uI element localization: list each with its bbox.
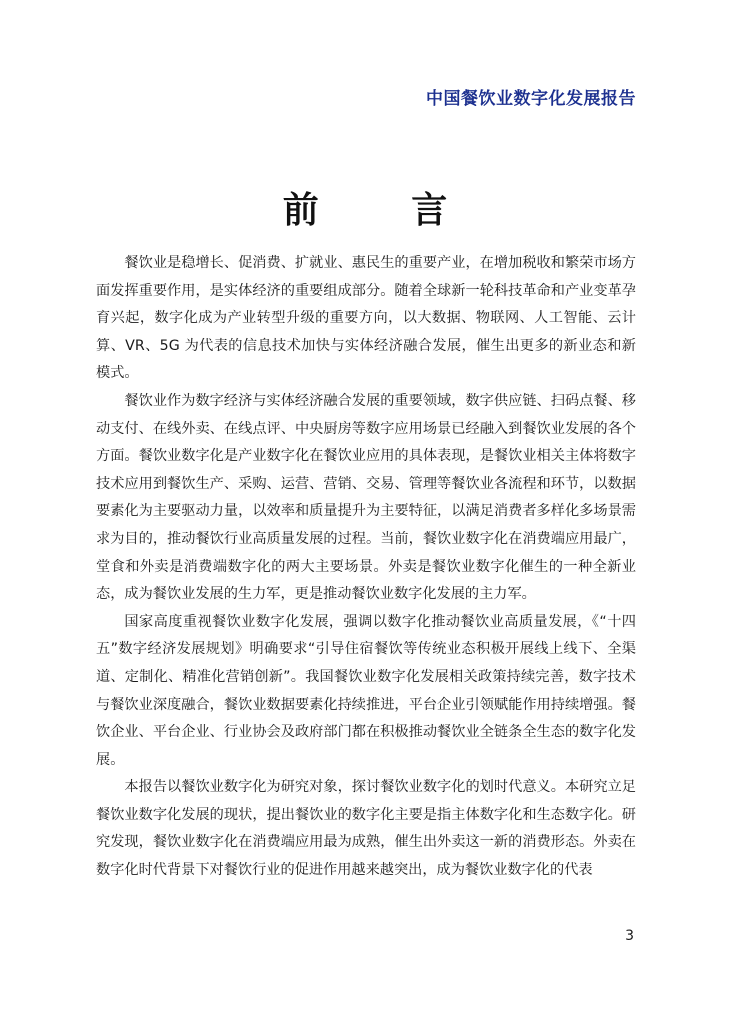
report-header-title: 中国餐饮业数字化发展报告 — [426, 89, 636, 109]
preface-body — [96, 250, 636, 885]
page-number: 3 — [625, 928, 634, 944]
paragraph: 本报告以餐饮业数字化为研究对象，探讨餐饮业数字化的划时代意义。本研究立足餐饮业数字化发展的现状，提出餐饮业的数字化主要是指主体数字化和生态数字化。研究发现，餐饮业数字化在消费端应用最为成熟，催生出外卖这一新的消费形态。外卖在数字化时代背景下对餐饮行业的促进作用越来越突出，成为餐饮业数字化的代表 — [96, 779, 636, 879]
page-title: 前 言 — [282, 189, 488, 231]
paragraph: 餐饮业是稳增长、促消费、扩就业、惠民生的重要产业，在增加税收和繁荣市场方面发挥重要作用，是实体经济的重要组成部分。随着全球新一轮科技革命和产业变革孕育兴起，数字化成为产业转型升级的重要方向，以大数据、物联网、人工智能、云计算、VR、5G 为代表的信息技术加快与实体经济融合发展，催生出更多的新业态和新模式。 — [96, 255, 636, 382]
paragraph: 国家高度重视餐饮业数字化发展，强调以数字化推动餐饮业高质量发展，《“十四五”数字经济发展规划》明确要求“引导住宿餐饮等传统业态积极开展线上线下、全渠道、定制化、精准化营销创新”。我国餐饮业数字化发展相关政策持续完善，数字技术与餐饮业深度融合，餐饮业数据要素化持续推进，平台企业引领赋能作用持续增强。餐饮企业、平台企业、行业协会及政府部门都在积极推动餐饮业全链条全生态的数字化发展。 — [96, 613, 636, 768]
paragraph: 餐饮业作为数字经济与实体经济融合发展的重要领域，数字供应链、扫码点餐、移动支付、在线外卖、在线点评、中央厨房等数字应用场景已经融入到餐饮业发展的各个方面。餐饮业数字化是产业数字化在餐饮业应用的具体表现，是餐饮业相关主体将数字技术应用到餐饮生产、采购、运营、营销、交易、管理等餐饮业各流程和环节，以数据要素化为主要驱动力量，以效率和质量提升为主要特征，以满足消费者多样化多场景需求为目的，推动餐饮行业高质量发展的过程。当前，餐饮业数字化在消费端应用最广，堂食和外卖是消费端数字化的两大主要场景。外卖是餐饮业数字化催生的一种全新业态，成为餐饮业发展的生力军，更是推动餐饮业数字化发展的主力军。 — [96, 392, 636, 603]
